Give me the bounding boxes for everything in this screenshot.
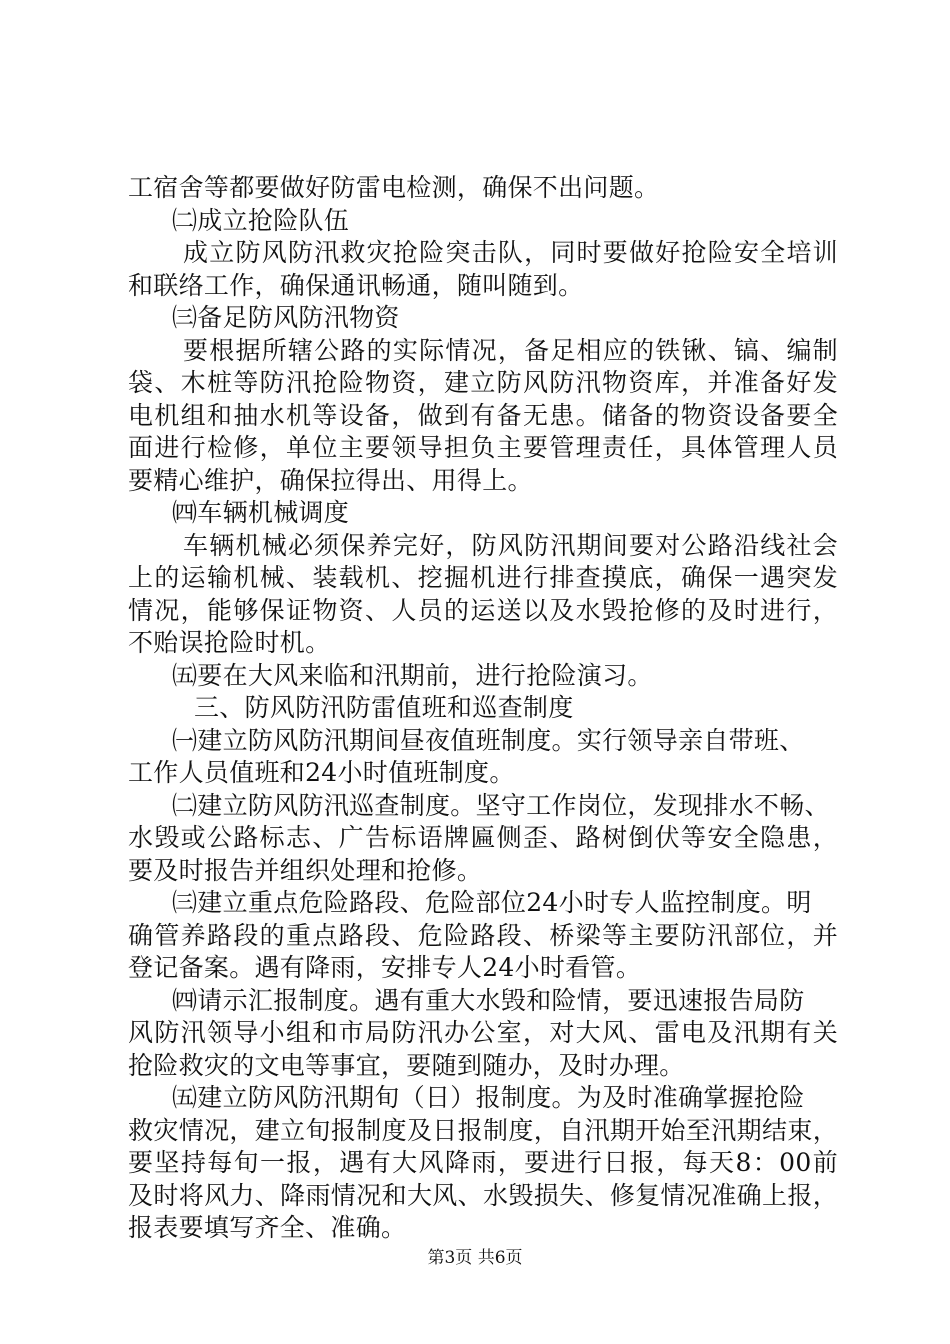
section-heading: ㈢备足防风防汛物资 bbox=[172, 303, 400, 332]
paragraph-line: 风防汛领导小组和市局防汛办公室，对大风、雷电及汛期有关 bbox=[128, 1018, 838, 1047]
paragraph-line: 要及时报告并组织处理和抢修。 bbox=[128, 855, 483, 885]
paragraph-line: 要根据所辖公路的实际情况，备足相应的铁锹、镐、编制 bbox=[183, 335, 838, 365]
paragraph-line: 确管养路段的重点路段、危险路段、桥梁等主要防汛部位，并 bbox=[128, 920, 838, 950]
paragraph-line: ㈡建立防风防汛巡查制度。坚守工作岗位，发现排水不畅、 bbox=[172, 790, 830, 820]
paragraph-line: 袋、木桩等防汛抢险物资，建立防风防汛物资库，并准备好发 bbox=[128, 368, 838, 397]
paragraph-line: 电机组和抽水机等设备，做到有备无患。储备的物资设备要全 bbox=[128, 400, 838, 430]
paragraph-line: ㈠建立防风防汛期间昼夜值班制度。实行领导亲自带班、 bbox=[172, 725, 805, 755]
paragraph-line: ㈤建立防风防汛期旬（日）报制度。为及时准确掌握抢险 bbox=[172, 1083, 805, 1112]
paragraph-line: 抢险救灾的文电等事宜，要随到随办，及时办理。 bbox=[128, 1050, 685, 1080]
paragraph-line: ㈣请示汇报制度。遇有重大水毁和险情，要迅速报告局防 bbox=[172, 985, 805, 1015]
paragraph-line: 及时将风力、降雨情况和大风、水毁损失、修复情况准确上报， bbox=[128, 1180, 838, 1210]
paragraph-line: 要坚持每旬一报，遇有大风降雨，要进行日报，每天8：00前 bbox=[128, 1148, 838, 1177]
section-heading: ㈤要在大风来临和汛期前，进行抢险演习。 bbox=[172, 660, 653, 690]
document-body bbox=[128, 172, 838, 1245]
paragraph-line: ㈢建立重点危险路段、危险部位24小时专人监控制度。明 bbox=[172, 888, 812, 917]
section-heading: ㈡成立抢险队伍 bbox=[172, 205, 350, 235]
paragraph-line: 工作人员值班和24小时值班制度。 bbox=[128, 758, 515, 787]
paragraph-line: 救灾情况，建立旬报制度及日报制度，自汛期开始至汛期结束， bbox=[128, 1115, 838, 1145]
paragraph-line: 水毁或公路标志、广告标语牌匾侧歪、路树倒伏等安全隐患， bbox=[128, 823, 838, 852]
paragraph-line: 情况，能够保证物资、人员的运送以及水毁抢修的及时进行， bbox=[128, 595, 838, 625]
paragraph-line: 和联络工作，确保通讯畅通，随叫随到。 bbox=[128, 270, 584, 300]
paragraph-line: 登记备案。遇有降雨，安排专人24小时看管。 bbox=[128, 953, 642, 982]
paragraph-line: 成立防风防汛救灾抢险突击队，同时要做好抢险安全培训 bbox=[183, 238, 838, 267]
section-heading: 三、防风防汛防雷值班和巡查制度 bbox=[194, 693, 574, 722]
section-heading: ㈣车辆机械调度 bbox=[172, 498, 350, 527]
paragraph-line: 面进行检修，单位主要领导担负主要管理责任，具体管理人员 bbox=[128, 433, 838, 462]
page-number-footer: 第3页 共6页 bbox=[427, 1248, 523, 1268]
paragraph-line: 车辆机械必须保养完好，防风防汛期间要对公路沿线社会 bbox=[183, 530, 838, 560]
paragraph-line: 要精心维护，确保拉得出、用得上。 bbox=[128, 465, 533, 495]
paragraph-line: 报表要填写齐全、准确。 bbox=[128, 1213, 407, 1242]
paragraph-line: 上的运输机械、装载机、挖掘机进行排查摸底，确保一遇突发 bbox=[128, 563, 838, 592]
paragraph-line: 工宿舍等都要做好防雷电检测，确保不出问题。 bbox=[128, 173, 660, 202]
paragraph-line: 不贻误抢险时机。 bbox=[128, 628, 331, 657]
